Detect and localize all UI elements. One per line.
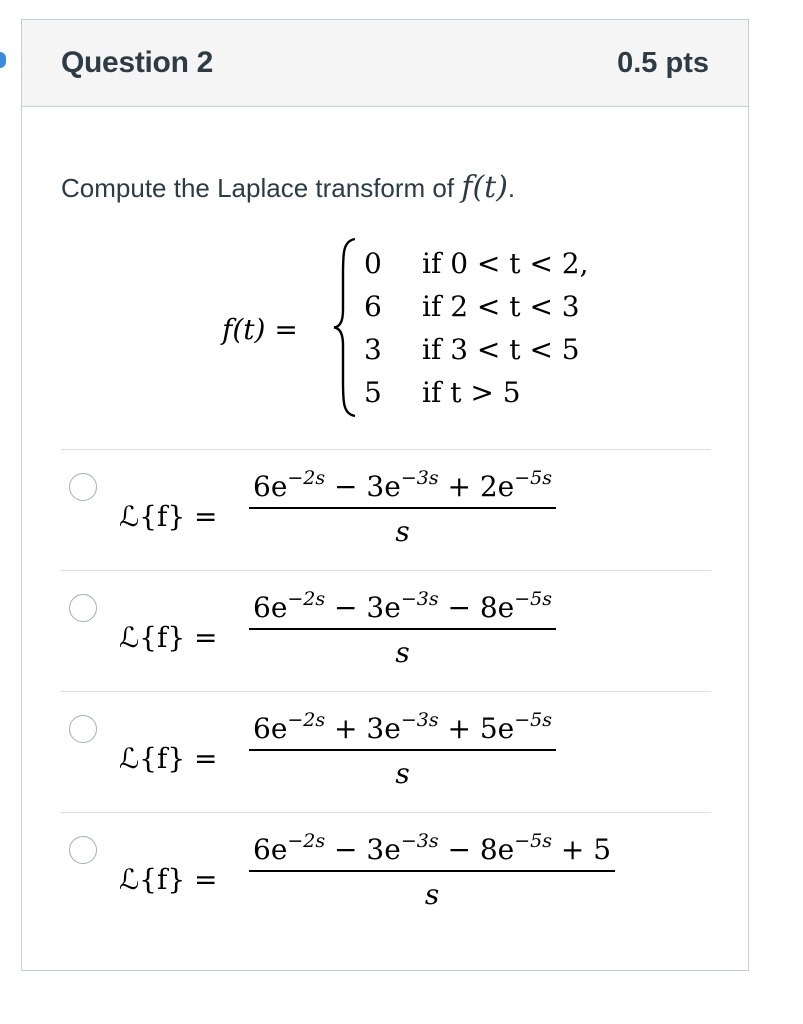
answer-denominator: s bbox=[395, 515, 410, 548]
answer-denominator: s bbox=[395, 636, 410, 669]
answer-fraction bbox=[249, 709, 556, 790]
answer-fraction bbox=[249, 830, 615, 911]
left-brace-icon bbox=[331, 235, 359, 420]
answer-3-radio[interactable] bbox=[69, 715, 97, 743]
piecewise-case: 5 if t > 5 bbox=[364, 376, 521, 409]
piecewise-case: 0 if 0 < t < 2, bbox=[364, 247, 589, 280]
answer-1-radio[interactable] bbox=[69, 473, 97, 501]
answer-numerator: $6e^{-2s} + 3e^{-3s} + 5e^{-5s}$ bbox=[253, 709, 552, 745]
answer-divider bbox=[61, 449, 711, 450]
question-card bbox=[21, 19, 749, 971]
answer-divider bbox=[61, 691, 711, 692]
answer-numerator: $6e^{-2s} - 3e^{-3s} - 8e^{-5s}$ bbox=[253, 588, 552, 624]
question-points: 0.5 pts bbox=[617, 46, 709, 79]
fraction-bar bbox=[249, 749, 556, 751]
answer-divider bbox=[61, 570, 711, 571]
answer-lhs: ℒ{f} = bbox=[119, 863, 218, 896]
answer-lhs: ℒ{f} = bbox=[119, 500, 218, 533]
answer-fraction bbox=[249, 467, 556, 548]
piecewise-case: 6 if 2 < t < 3 bbox=[364, 290, 580, 323]
piecewise-function bbox=[222, 235, 662, 420]
question-prompt bbox=[61, 170, 515, 205]
question-header bbox=[22, 20, 748, 107]
answer-denominator: s bbox=[424, 878, 440, 911]
answer-2-radio[interactable] bbox=[69, 594, 97, 622]
answer-numerator: $6e^{-2s} - 3e^{-3s} + 2e^{-5s}$ bbox=[253, 467, 552, 503]
answer-lhs: ℒ{f} = bbox=[119, 742, 218, 775]
answer-4-radio[interactable] bbox=[69, 836, 97, 864]
prompt-text: Compute the Laplace transform of bbox=[61, 173, 455, 203]
answer-denominator: s bbox=[395, 757, 410, 790]
answer-divider bbox=[61, 812, 711, 813]
answer-fraction bbox=[249, 588, 556, 669]
question-title: Question 2 bbox=[61, 46, 214, 79]
answer-numerator: $6e^{-2s} - 3e^{-3s} - 8e^{-5s} + 5$ bbox=[253, 830, 612, 866]
answer-lhs: ℒ{f} = bbox=[119, 621, 218, 654]
prompt-function: f(t) bbox=[461, 170, 508, 205]
fraction-bar bbox=[249, 870, 615, 872]
piecewise-case: 3 if 3 < t < 5 bbox=[364, 333, 580, 366]
piecewise-lhs: f(t) = bbox=[222, 313, 298, 346]
fraction-bar bbox=[249, 507, 556, 509]
prompt-period: . bbox=[507, 173, 516, 203]
question-edge-marker bbox=[0, 52, 6, 68]
fraction-bar bbox=[249, 628, 556, 630]
